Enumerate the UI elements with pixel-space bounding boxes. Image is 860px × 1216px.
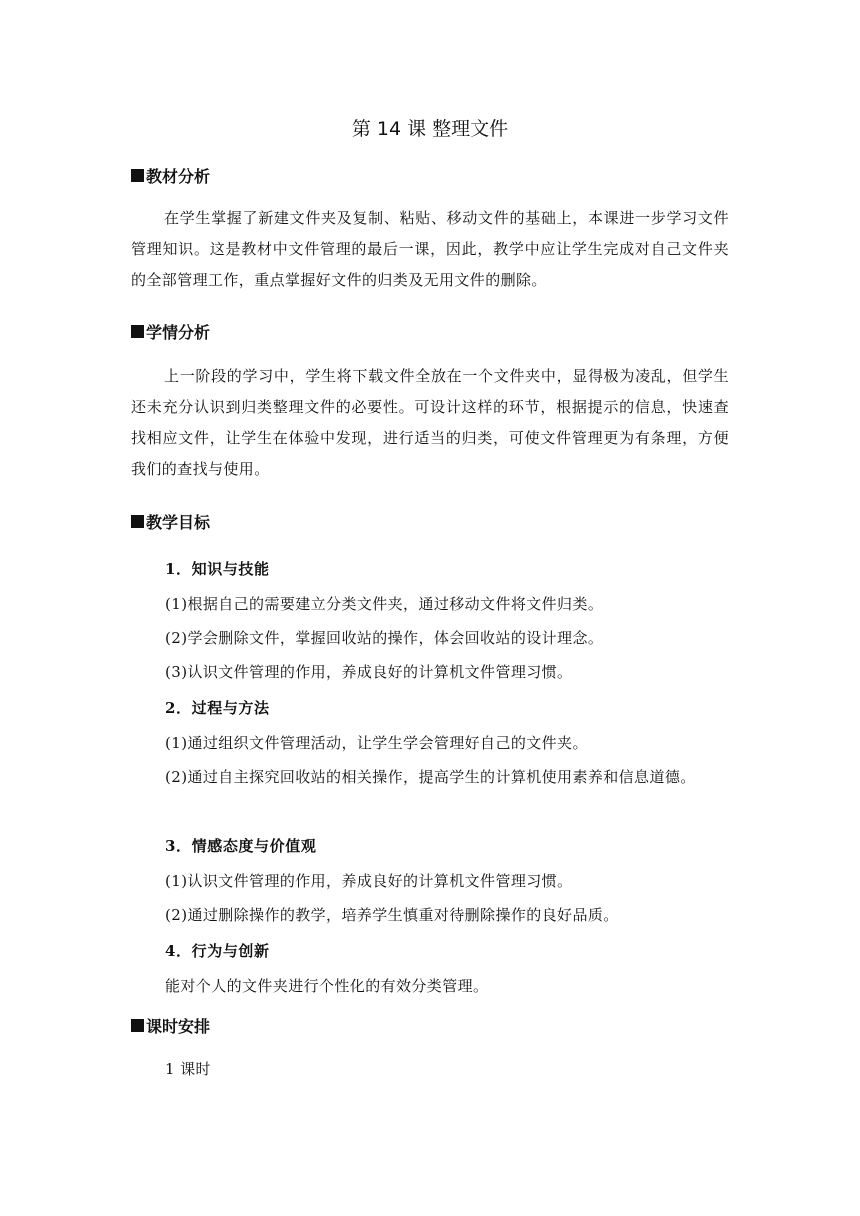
square-bullet-icon [131, 1019, 144, 1032]
page-title: 第 14 课 整理文件 [351, 118, 509, 140]
schedule-text: 1 课时 [165, 1060, 211, 1078]
section-heading-analysis [131, 164, 210, 187]
square-bullet-icon [131, 169, 144, 182]
goal-subheading-process: 2．过程与方法 [165, 699, 270, 717]
goal-item: (2)通过删除操作的教学，培养学生慎重对待删除操作的良好品质。 [165, 906, 619, 924]
section-heading-schedule [131, 1014, 210, 1037]
analysis-paragraph: 在学生掌握了新建文件夹及复制、粘贴、移动文件的基础上，本课进一步学习文件管理知识。这是教材中文件管理的最后一课，因此，教学中应让学生完成对自己文件夹的全部管理工作，重点掌握好文件的归类及无用文件的删除。 [131, 209, 729, 289]
goal-item: (1)通过组织文件管理活动，让学生学会管理好自己的文件夹。 [165, 734, 588, 752]
square-bullet-icon [131, 515, 144, 528]
goal-item: (1)根据自己的需要建立分类文件夹，通过移动文件将文件归类。 [165, 595, 604, 613]
section-heading-label: 课时安排 [146, 1017, 211, 1036]
square-bullet-icon [131, 325, 144, 338]
section-heading-label: 教学目标 [146, 513, 211, 532]
goal-item: (2)学会删除文件，掌握回收站的操作，体会回收站的设计理念。 [165, 629, 604, 647]
goal-item: (3)认识文件管理的作用，养成良好的计算机文件管理习惯。 [165, 663, 573, 681]
goal-subheading-attitude: 3．情感态度与价值观 [165, 837, 317, 855]
learners-paragraph: 上一阶段的学习中，学生将下载文件全放在一个文件夹中，显得极为凌乱，但学生还未充分认识到归类整理文件的必要性。可设计这样的环节，根据提示的信息，快速查找相应文件，让学生在体验中发现，进行适当的归类，可使文件管理更为有条理，方便我们的查找与使用。 [131, 367, 729, 478]
goal-item: (2)通过自主探究回收站的相关操作，提高学生的计算机使用素养和信息道德。 [165, 768, 696, 786]
section-heading-label: 教材分析 [146, 167, 211, 186]
goal-subheading-behavior: 4．行为与创新 [165, 942, 270, 960]
section-heading-goals [131, 510, 210, 533]
goal-item: 能对个人的文件夹进行个性化的有效分类管理。 [165, 977, 489, 995]
section-heading-label: 学情分析 [146, 323, 211, 342]
goal-item: (1)认识文件管理的作用，养成良好的计算机文件管理习惯。 [165, 872, 573, 890]
section-heading-learners [131, 320, 210, 343]
goal-subheading-knowledge: 1．知识与技能 [165, 560, 270, 578]
